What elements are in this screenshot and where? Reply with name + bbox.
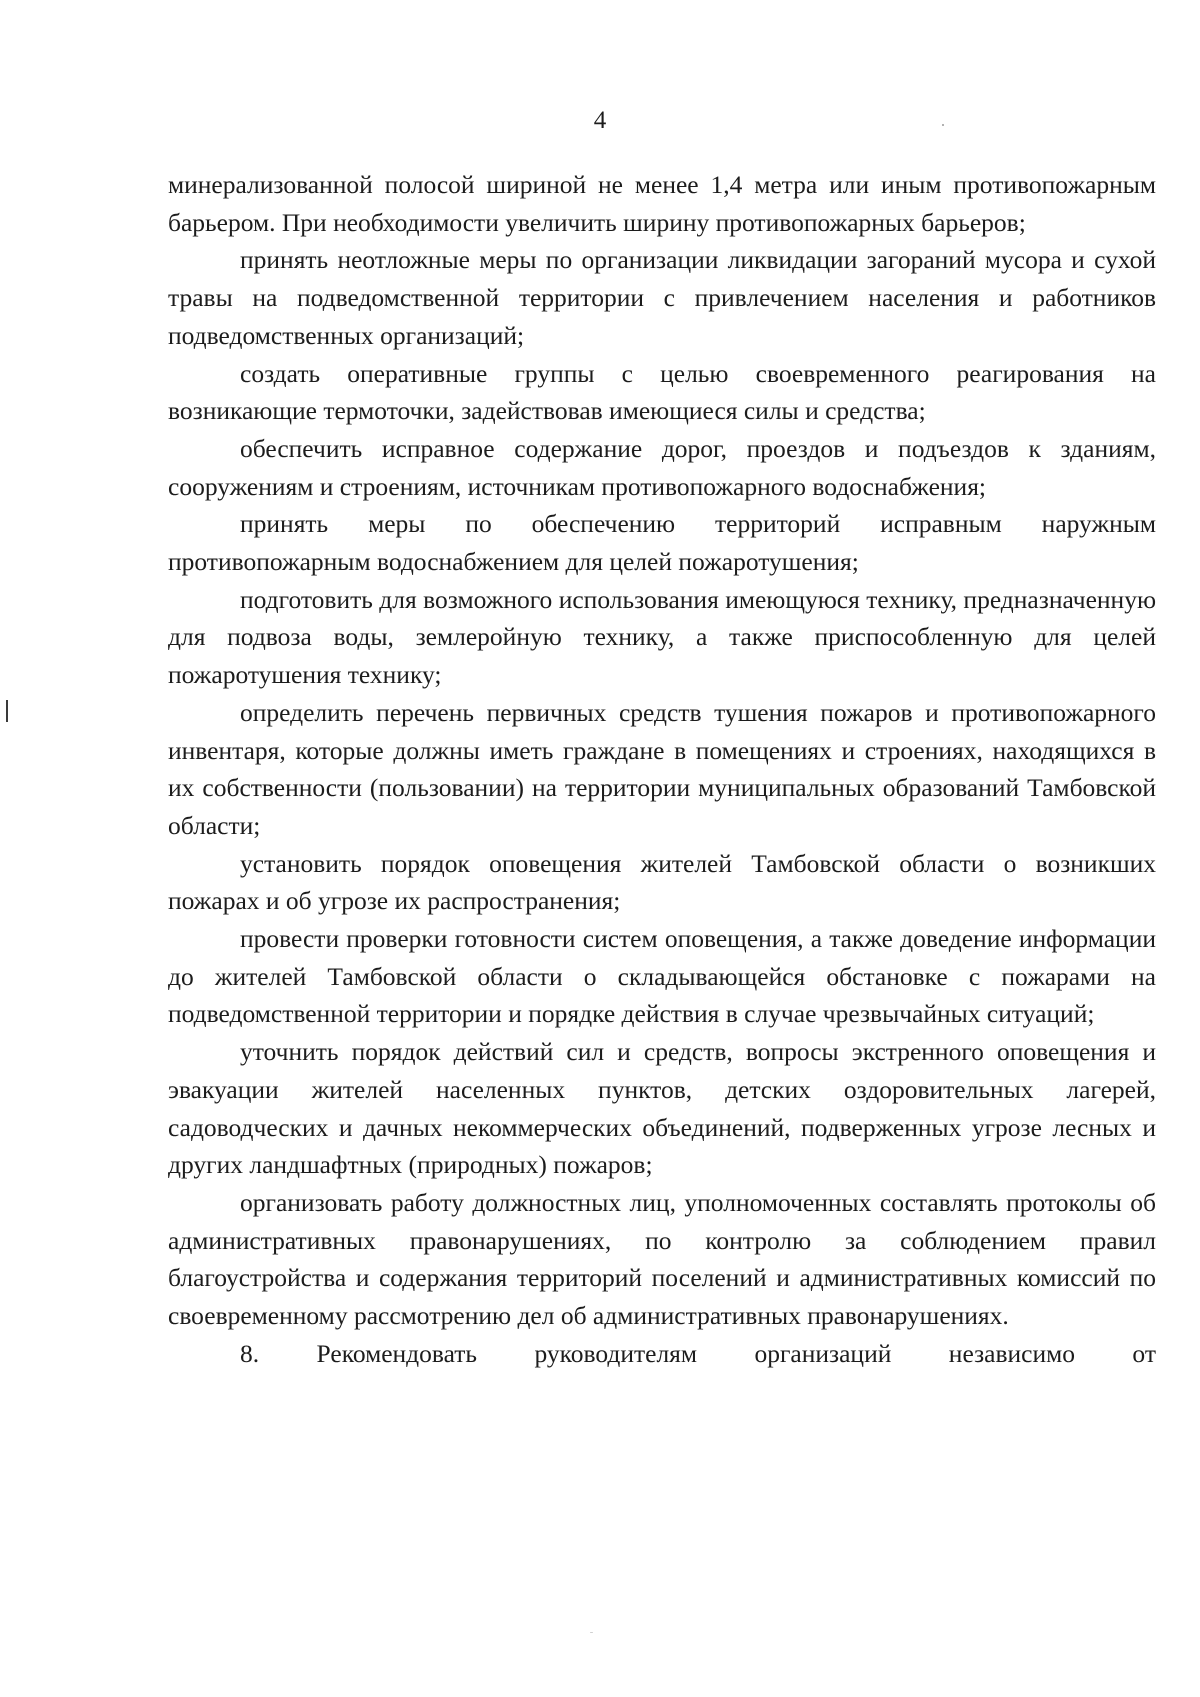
paragraph: установить порядок оповещения жителей Тамбовской области о возникших пожарах и об угрозе их распространения;: [168, 848, 1156, 916]
paragraph: уточнить порядок действий сил и средств, вопросы экстренного оповещения и эвакуации жителей населенных пунктов, детских оздоровительных лагерей, садоводческих и дачных некоммерческих объединений, подверженных угрозе лесных и других ландшафтных (природных) пожаров;: [168, 1037, 1156, 1180]
paragraph: организовать работу должностных лиц, уполномоченных составлять протоколы об административных правонарушениях, по контролю за соблюдением правил благоустройства и содержания территорий поселений и административных комиссий по своевременному рассмотрению дел об административных правонарушениях.: [168, 1187, 1156, 1331]
paragraph: обеспечить исправное содержание дорог, проездов и подъездов к зданиям, сооружениям и строениям, источникам противопожарного водоснабжения;: [168, 433, 1156, 501]
paragraph: провести проверки готовности систем оповещения, а также доведение информации до жителей Тамбовской области о складывающейся обстановке с пожарами на подведомственной территории и порядке действия в случае чрезвычайных ситуаций;: [168, 924, 1156, 1029]
paragraph: 8. Рекомендовать руководителям организаций независимо от: [240, 1338, 1156, 1368]
scan-speck: [942, 124, 944, 126]
paragraph: определить перечень первичных средств тушения пожаров и противопожарного инвентаря, которые должны иметь граждане в помещениях и строениях, находящихся в их собственности (пользовании) на территории муниципальных образований Тамбовской области;: [168, 697, 1156, 840]
scan-margin-mark: [6, 700, 8, 722]
paragraph: принять меры по обеспечению территорий исправным наружным противопожарным водоснабжением для целей пожаротушения;: [168, 509, 1156, 577]
paragraph: минерализованной полосой шириной не менее 1,4 метра или иным противопожарным барьером. При необходимости увеличить ширину противопожарных барьеров;: [168, 170, 1156, 237]
page-number: 4: [593, 107, 607, 134]
paragraph: подготовить для возможного использования имеющуюся технику, предназначенную для подвоза воды, землеройную технику, а также приспособленную для целей пожаротушения технику;: [168, 584, 1156, 690]
document-body: [168, 166, 1156, 1373]
paragraph: принять неотложные меры по организации ликвидации загораний мусора и сухой травы на подведомственной территории с привлечением населения и работников подведомственных организаций;: [168, 245, 1156, 350]
scan-speck: [590, 1632, 593, 1633]
paragraph: создать оперативные группы с целью своевременного реагирования на возникающие термоточки, задействовав имеющиеся силы и средства;: [168, 358, 1156, 426]
